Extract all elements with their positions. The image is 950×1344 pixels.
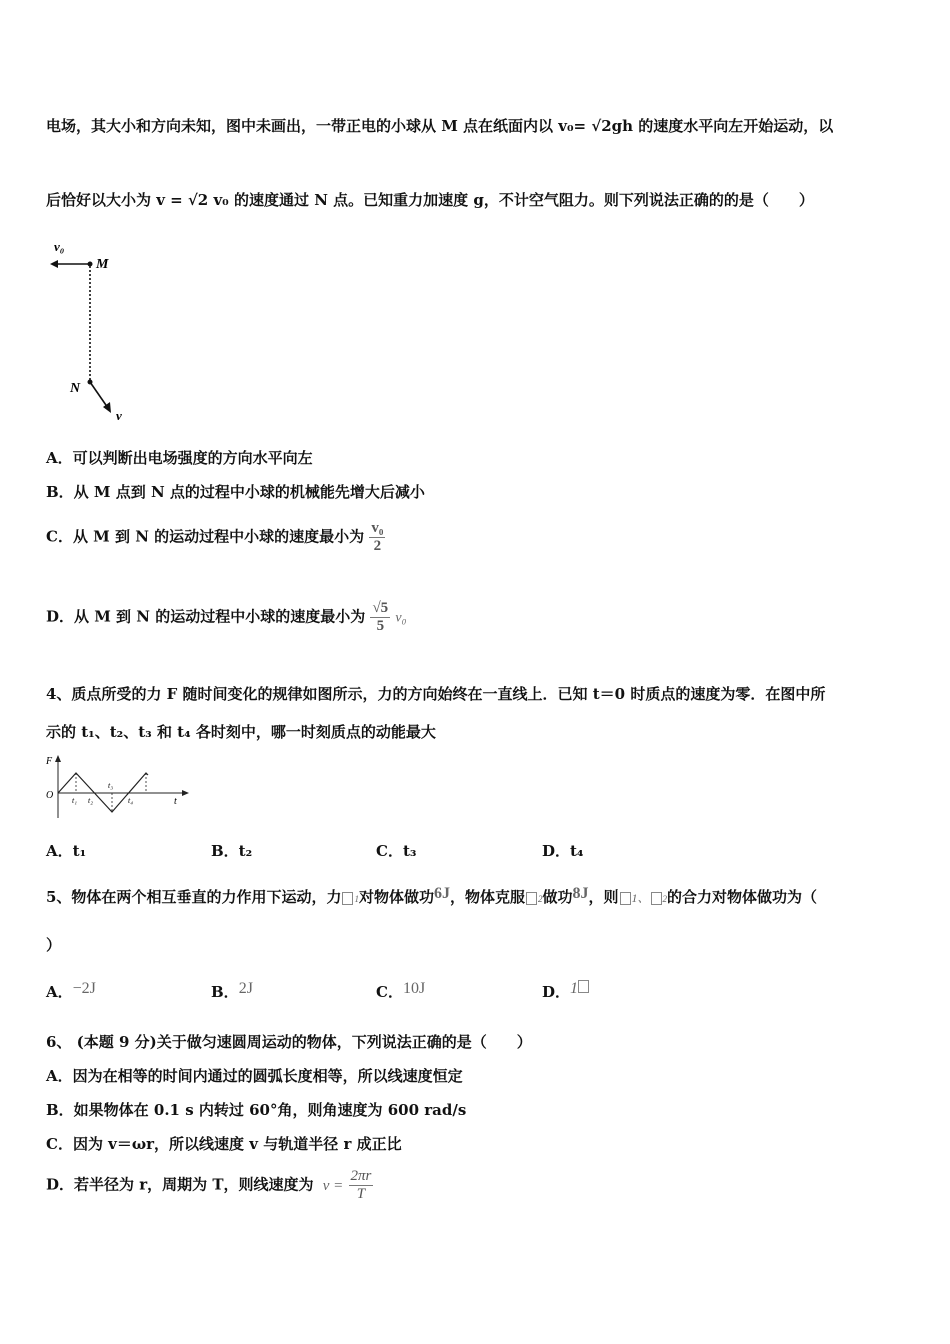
q4-option-D: D．t₄ xyxy=(542,842,584,860)
q5-option-C-value: 10J xyxy=(402,980,426,997)
q5-option-C xyxy=(376,980,425,1002)
q5-sep: 1、 xyxy=(631,891,650,905)
q4-stem-line1: 4、质点所受的力 F 随时间变化的规律如图所示，力的方向始终在一直线上．已知 t＝0 时质点的速度为零．在图中所 xyxy=(46,685,826,703)
q3-option-D-fraction xyxy=(370,600,390,635)
q5-option-B-label: B． xyxy=(211,983,239,1001)
q3-option-D-num: √5 xyxy=(372,600,389,616)
q6-option-A: A．因为在相等的时间内通过的圆弧长度相等，所以线速度恒定 xyxy=(46,1067,463,1085)
q5-part6: 的合力对物体做功为（ xyxy=(667,888,818,906)
force-symbol-icon xyxy=(620,892,631,905)
q5-stem-line1 xyxy=(46,885,817,907)
q3-option-D-tail: v₀ xyxy=(395,610,407,626)
q5-option-B-value: 2J xyxy=(238,980,253,997)
q4-option-C: C．t₃ xyxy=(376,842,417,860)
q5-f2-sub: 2 xyxy=(537,894,543,904)
v-arrow xyxy=(90,382,108,408)
q3-option-B: B．从 M 点到 N 点的过程中小球的机械能先增大后减小 xyxy=(46,483,425,501)
missing-glyph-icon xyxy=(578,980,589,993)
q3-option-C-fraction xyxy=(369,520,385,555)
v0-arrowhead xyxy=(50,260,58,268)
q3-option-C-text: C．从 M 到 N 的运动过程中小球的速度最小为 xyxy=(46,527,365,546)
q5-stem-line2: ） xyxy=(46,936,62,954)
q5-part2: 对物体做功 xyxy=(358,888,434,906)
q6-option-D-text: D．若半径为 r，周期为 T，则线速度为 xyxy=(46,1175,314,1194)
q5-work1: 6J xyxy=(433,885,450,902)
q5-part5: ，则 xyxy=(588,888,619,906)
q3-option-C-den: 2 xyxy=(373,538,382,554)
q5-option-A-label: A． xyxy=(46,983,73,1001)
q5-work2: 8J xyxy=(572,885,589,902)
F-label: F xyxy=(46,756,53,767)
O-label: O xyxy=(46,790,54,801)
t4-label: t₄ xyxy=(128,796,134,805)
q3-stem-line1: 电场，其大小和方向未知，图中未画出，一带正电的小球从 M 点在纸面内以 v₀= √2gh 的速度水平向左开始运动，以 xyxy=(46,117,834,135)
t-axis-arrowhead xyxy=(182,790,189,796)
q6-option-D-num: 2πr xyxy=(350,1168,372,1184)
q3-option-C-num: v₀ xyxy=(371,520,384,536)
q6-option-D-den: T xyxy=(356,1186,366,1202)
q5-option-C-label: C． xyxy=(376,983,403,1001)
q3-option-D xyxy=(46,600,407,635)
t2-label: t₂ xyxy=(88,796,94,805)
N-label: N xyxy=(70,381,81,396)
q5-option-D xyxy=(542,980,590,1002)
y-axis-arrowhead xyxy=(55,755,61,762)
q3-option-D-text: D．从 M 到 N 的运动过程中小球的速度最小为 xyxy=(46,607,366,626)
t1-label: t₁ xyxy=(72,796,78,805)
q3-option-D-den: 5 xyxy=(376,618,385,634)
v0-label: v₀ xyxy=(54,239,65,254)
q3-option-C xyxy=(46,520,385,555)
q4-stem-line2: 示的 t₁、t₂、t₃ 和 t₄ 各时刻中，哪一时刻质点的动能最大 xyxy=(46,723,436,741)
q5-part1: 5、物体在两个相互垂直的力作用下运动，力 xyxy=(46,888,342,906)
q6-stem: 6、 (本题 9 分)关于做匀速圆周运动的物体，下列说法正确的是（ ） xyxy=(46,1033,532,1051)
v-label: v xyxy=(116,408,122,423)
q3-option-A: A．可以判断出电场强度的方向水平向左 xyxy=(46,449,313,467)
q4-figure xyxy=(44,752,194,822)
q6-option-C: C．因为 v＝ωr，所以线速度 v 与轨道半径 r 成正比 xyxy=(46,1135,402,1153)
q4-option-A: A．t₁ xyxy=(46,842,87,860)
M-label: M xyxy=(96,257,109,272)
q5-part4: 做功 xyxy=(542,888,573,906)
q5-option-D-label: D． xyxy=(542,983,571,1001)
q5-option-D-value: 1 xyxy=(570,980,579,997)
q5-option-A xyxy=(46,980,96,1002)
q5-option-A-value: −2J xyxy=(72,980,96,997)
q3-figure xyxy=(46,236,156,426)
force-symbol-icon xyxy=(526,892,537,905)
q6-option-D xyxy=(46,1168,373,1203)
q4-option-B: B．t₂ xyxy=(211,842,253,860)
point-M xyxy=(88,262,93,267)
q5-f1-sub: 1 xyxy=(354,894,359,904)
q5-option-B xyxy=(211,980,253,1002)
force-symbol-icon xyxy=(342,892,353,905)
q6-option-D-fraction xyxy=(349,1168,374,1203)
q5-part3: ，物体克服 xyxy=(449,888,525,906)
force-symbol-icon xyxy=(651,892,662,905)
q3-stem-line2: 后恰好以大小为 v = √2 v₀ 的速度通过 N 点。已知重力加速度 g，不计空气阻力。则下列说法正确的的是（ ） xyxy=(46,191,814,209)
q6-option-B: B．如果物体在 0.1 s 内转过 60°角，则角速度为 600 rad/s xyxy=(46,1101,467,1119)
q6-option-D-lhs: v = xyxy=(322,1177,344,1194)
t-label: t xyxy=(174,796,177,807)
t3-label: t₃ xyxy=(108,781,114,790)
q5-f2b-sub: 2 xyxy=(662,894,668,904)
